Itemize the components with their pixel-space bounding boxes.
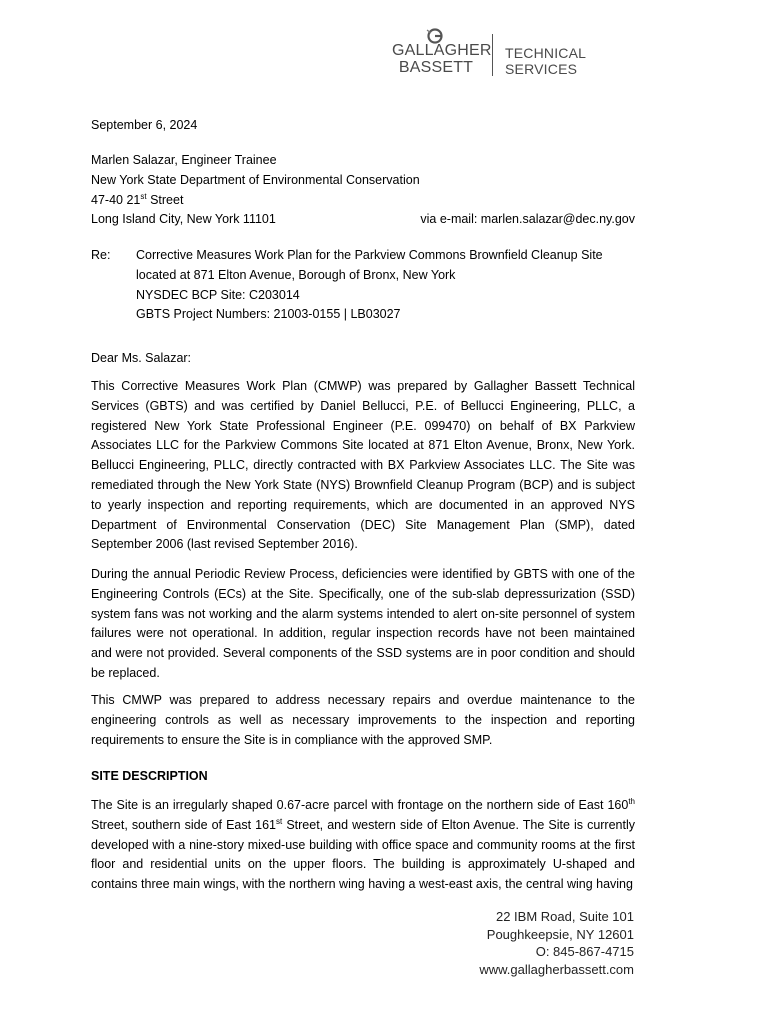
section-heading: SITE DESCRIPTION [91, 769, 208, 783]
subject-line: GBTS Project Numbers: 21003-0155 | LB03027 [136, 307, 401, 322]
logo-line2: BASSETT [398, 59, 474, 76]
company-logo [392, 28, 642, 80]
subject-line: located at 871 Elton Avenue, Borough of Bronx, New York [136, 267, 456, 282]
footer-phone: O: 845-867-4715 [535, 944, 634, 959]
recipient-name: Marlen Salazar, Engineer Trainee [91, 153, 277, 167]
paragraph-site-description: The Site is an irregularly shaped 0.67-acre parcel with frontage on the northern side of East 160th Street, southern side of East 161st Street, and western side of Elton Avenue. The Site is currently developed with a nine-story mixed-use building with office space and community rooms at the first floor and residential units on the upper floors. The building is approximately U-shaped and contains three main wings, with the northern wing having a west-east axis, the central wing having [91, 796, 635, 892]
subject-line: Corrective Measures Work Plan for the Parkview Commons Brownfield Cleanup Site [136, 248, 603, 262]
re-label: Re: [91, 248, 111, 262]
email-delivery-note: via e-mail: marlen.salazar@dec.ny.gov [420, 212, 635, 227]
logo-services-label: TECHNICAL SERVICES [505, 45, 586, 77]
paragraph-intro: This Corrective Measures Work Plan (CMWP) was prepared by Gallagher Bassett Technical Services (GBTS) and was certified by Daniel Bellucci, P.E. of Bellucci Engineering, PLLC, a registered New York State Professional Engineer (P.E. 099470) on behalf of BX Parkview Associates LLC for the Parkview Commons Site located at 871 Elton Avenue, Bronx, New York. Bellucci Engineering, PLLC, directly contracted with BX Parkview Associates LLC. The Site was remediated through the New York State (NYS) Brownfield Cleanup Program (BCP) and is subject to yearly inspection and reporting requirements, which are documented in an approved NYS Department of Environmental Conservation (DEC) Site Management Plan (SMP), dated September 2006 (last revised September 2016). [91, 379, 635, 552]
logo-divider [492, 34, 493, 76]
footer-address-line2: Poughkeepsie, NY 12601 [486, 926, 634, 942]
letter-date: September 6, 2024 [91, 118, 198, 132]
recipient-address [91, 151, 635, 230]
logo-line1: GALLAGHER [392, 42, 492, 59]
recipient-org: New York State Department of Environmental Conservation [91, 172, 420, 187]
subject-block [91, 246, 635, 325]
footer-contact [479, 908, 634, 978]
salutation: Dear Ms. Salazar: [91, 351, 192, 365]
logo-wordmark [392, 42, 492, 76]
footer-address-line1: 22 IBM Road, Suite 101 [495, 909, 634, 924]
recipient-city: Long Island City, New York 11101 [91, 212, 276, 227]
paragraph-deficiencies: During the annual Periodic Review Process, deficiencies were identified by GBTS with one of the Engineering Controls (ECs) at the Site. Specifically, one of the sub-slab depressurization (SSD) system fans was not working and the alarm systems intended to alert on-site personnel of system failures were not operational. In addition, regular inspection records have not been maintained and were not provided. Several components of the SSD systems are in poor condition and should be replaced. [91, 567, 635, 680]
subject-line: NYSDEC BCP Site: C203014 [136, 287, 300, 302]
subject-lines [136, 246, 603, 325]
recipient-street: 47-40 21st Street [91, 191, 184, 207]
footer-website-link[interactable]: www.gallagherbassett.com [479, 961, 634, 977]
paragraph-purpose: This CMWP was prepared to address necessary repairs and overdue maintenance to the engineering controls as well as necessary improvements to the inspection and reporting requirements to ensure the Site is in compliance with the approved SMP. [91, 693, 635, 747]
